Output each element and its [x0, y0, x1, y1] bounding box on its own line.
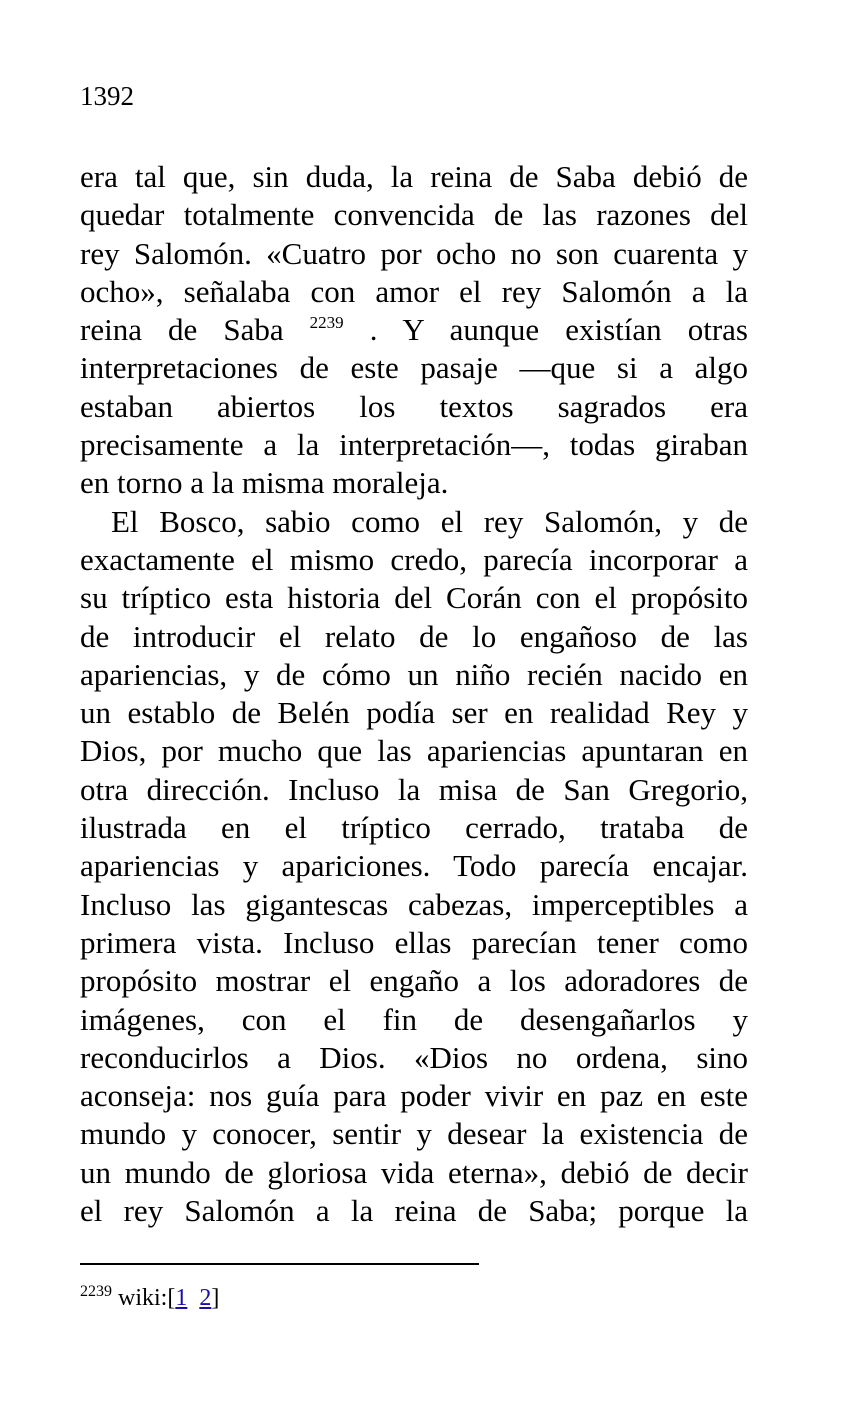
- text-line: Dios, por mucho que las apariencias apuntaran en: [80, 733, 748, 769]
- text-line: interpretaciones de este pasaje —que si a algo: [80, 350, 748, 386]
- text-line: era tal que, sin duda, la reina de Saba debió de: [80, 159, 748, 194]
- text-line: propósito mostrar el engaño a los adoradores de: [80, 963, 748, 999]
- page-number: 1392: [80, 81, 134, 111]
- text-segment: reina de Saba: [80, 312, 284, 348]
- footnote: [80, 1283, 219, 1313]
- text-line: rey Salomón. «Cuatro por ocho no son cuarenta y: [80, 235, 748, 271]
- text-line: en torno a la misma moraleja.: [80, 465, 449, 501]
- text-line: exactamente el mismo credo, parecía incorporar a: [80, 541, 748, 577]
- text-line: mundo y conocer, sentir y desear la existencia de: [80, 1116, 748, 1152]
- text-line: su tríptico esta historia del Corán con el propósito: [80, 580, 748, 616]
- body-text: [80, 158, 748, 1230]
- text-line: un mundo de gloriosa vida eterna», debió de decir: [80, 1154, 748, 1190]
- text-line: reconducirlos a Dios. «Dios no ordena, sino: [80, 1039, 748, 1075]
- text-line: el rey Salomón a la reina de Saba; porque la: [80, 1193, 748, 1229]
- footnote-link-2[interactable]: 2: [199, 1285, 212, 1311]
- text-line-with-footnote: [80, 311, 748, 349]
- text-line: precisamente a la interpretación—, todas giraban: [80, 427, 748, 463]
- text-line: un establo de Belén podía ser en realidad Rey y: [80, 695, 748, 731]
- text-line: de introducir el relato de lo engañoso de las: [80, 618, 748, 654]
- footnote-link-1[interactable]: 1: [175, 1285, 188, 1311]
- footnote-divider: [80, 1263, 479, 1265]
- text-line: ilustrada en el tríptico cerrado, trataba de: [80, 810, 748, 846]
- text-line: apariencias, y de cómo un niño recién nacido en: [80, 656, 748, 692]
- footnote-reference[interactable]: 2239: [309, 313, 344, 333]
- text-line: aconseja: nos guía para poder vivir en paz en este: [80, 1078, 748, 1114]
- text-line: estaban abiertos los textos sagrados era: [80, 388, 748, 424]
- text-line: quedar totalmente convencida de las razones del: [80, 197, 748, 233]
- text-line: imágenes, con el fin de desengañarlos y: [80, 1001, 748, 1037]
- text-line: apariencias y apariciones. Todo parecía encajar.: [80, 848, 748, 884]
- text-segment: . Y aunque existían otras: [369, 312, 748, 348]
- paragraph-first-line: El Bosco, sabio como el rey Salomón, y de: [111, 503, 748, 539]
- footnote-suffix: ]: [211, 1285, 220, 1311]
- footnote-prefix: wiki:[: [118, 1285, 176, 1311]
- text-line: ocho», señalaba con amor el rey Salomón a la: [80, 273, 748, 309]
- text-line: primera vista. Incluso ellas parecían tener como: [80, 924, 748, 960]
- text-line: Incluso las gigantescas cabezas, imperceptibles a: [80, 886, 748, 922]
- footnote-number: 2239: [80, 1283, 112, 1300]
- text-line: otra dirección. Incluso la misa de San Gregorio,: [80, 771, 748, 807]
